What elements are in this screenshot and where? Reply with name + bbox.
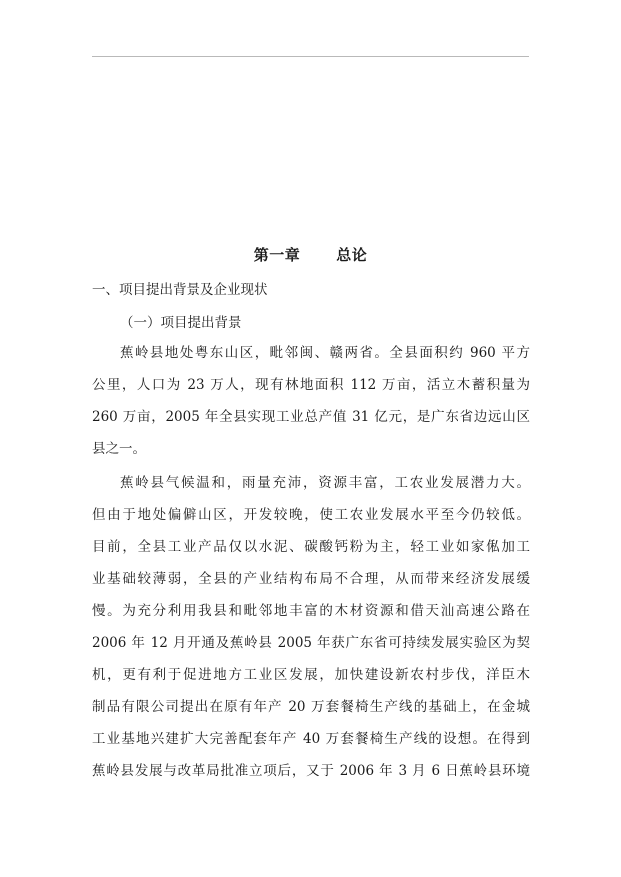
paragraph-2-line-9: 工业基地兴建扩大完善配套年产 40 万套餐椅生产线的设想。在得到: [92, 731, 530, 747]
paragraph-2-line-2: 但由于地处偏僻山区，开发较晚，使工农业发展水平至今仍较低。: [92, 507, 530, 523]
chapter-title: [0, 244, 621, 265]
paragraph-2-line-8: 制品有限公司提出在原有年产 20 万套餐椅生产线的基础上，在金城: [92, 699, 530, 715]
header-rule: [92, 56, 529, 57]
paragraph-2-line-6: 2006 年 12 月开通及蕉岭县 2005 年获广东省可持续发展实验区为契: [92, 635, 530, 651]
chapter-number: 第一章: [253, 246, 301, 264]
paragraph-1-line-2: 公里，人口为 23 万人，现有林地面积 112 万亩，活立木蓄积量为: [92, 377, 530, 393]
paragraph-1-line-4: 县之一。: [92, 441, 146, 457]
paragraph-2-line-4: 业基础较薄弱，全县的产业结构布局不合理，从而带来经济发展缓: [92, 571, 530, 587]
paragraph-2-line-1: 蕉岭县气候温和，雨量充沛，资源丰富，工农业发展潜力大。: [120, 475, 530, 491]
subsection-heading: （一）项目提出背景: [120, 315, 242, 331]
paragraph-1-line-1: 蕉岭县地处粤东山区，毗邻闽、赣两省。全县面积约 960 平方: [120, 345, 530, 361]
paragraph-2-line-5: 慢。为充分利用我县和毗邻地丰富的木材资源和借天汕高速公路在: [92, 603, 530, 619]
chapter-name: 总论: [336, 246, 368, 264]
paragraph-2-line-7: 机，更有利于促进地方工业区发展，加快建设新农村步伐，洋臣木: [92, 667, 530, 683]
paragraph-2-line-3: 目前，全县工业产品仅以水泥、碳酸钙粉为主，轻工业如家俬加工: [92, 539, 530, 555]
paragraph-2-line-10: 蕉岭县发展与改革局批准立项后，又于 2006 年 3 月 6 日蕉岭县环境: [92, 763, 530, 779]
paragraph-1-line-3: 260 万亩，2005 年全县实现工业总产值 31 亿元，是广东省边远山区: [92, 409, 530, 425]
section-heading: 一、项目提出背景及企业现状: [92, 282, 268, 298]
